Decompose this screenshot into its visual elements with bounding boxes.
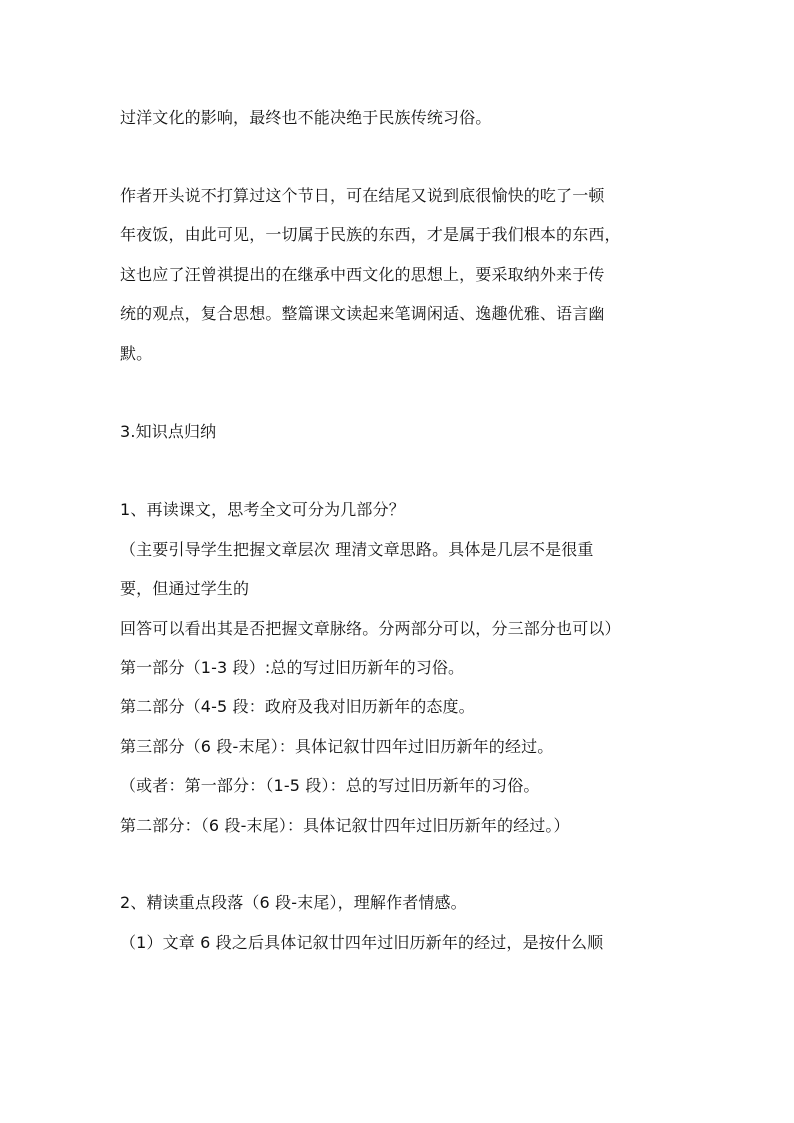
text-line-6: 默。	[120, 344, 153, 363]
question-1: 1、再读课文，思考全文可分为几部分？	[120, 500, 405, 519]
text-line-11: 回答可以看出其是否把握文章脉络。分两部分可以，分三部分也可以）	[120, 619, 621, 638]
question-2: 2、精读重点段落（6 段-末尾），理解作者情感。	[120, 893, 467, 912]
text-line-15: （或者：第一部分：（1-5 段）：总的写过旧历新年的习俗。	[120, 776, 540, 795]
text-line-12: 第一部分（1-3 段）:总的写过旧历新年的习俗。	[120, 658, 465, 677]
text-line-1: 过洋文化的影响，最终也不能决绝于民族传统习俗。	[120, 108, 492, 127]
text-line-13: 第二部分（4-5 段：政府及我对旧历新年的态度。	[120, 697, 475, 716]
section-heading: 3.知识点归纳	[120, 422, 217, 441]
text-line-3: 年夜饭，由此可见，一切属于民族的东西，才是属于我们根本的东西，	[120, 225, 621, 244]
text-line-16: 第二部分：（6 段-末尾）：具体记叙廿四年过旧历新年的经过。）	[120, 816, 570, 835]
text-line-18: （1）文章 6 段之后具体记叙廿四年过旧历新年的经过，是按什么顺	[120, 933, 604, 952]
text-line-2: 作者开头说不打算过这个节日，可在结尾又说到底很愉快的吃了一顿	[120, 186, 605, 205]
text-line-10: 要，但通过学生的	[120, 579, 250, 598]
text-line-14: 第三部分（6 段-末尾）：具体记叙廿四年过旧历新年的经过。	[120, 737, 554, 756]
text-line-9: （主要引导学生把握文章层次 理清文章思路。具体是几层不是很重	[120, 540, 594, 559]
text-line-5: 统的观点，复合思想。整篇课文读起来笔调闲适、逸趣优雅、语言幽	[120, 304, 605, 323]
text-line-4: 这也应了汪曾祺提出的在继承中西文化的思想上，要采取纳外来于传	[120, 265, 605, 284]
